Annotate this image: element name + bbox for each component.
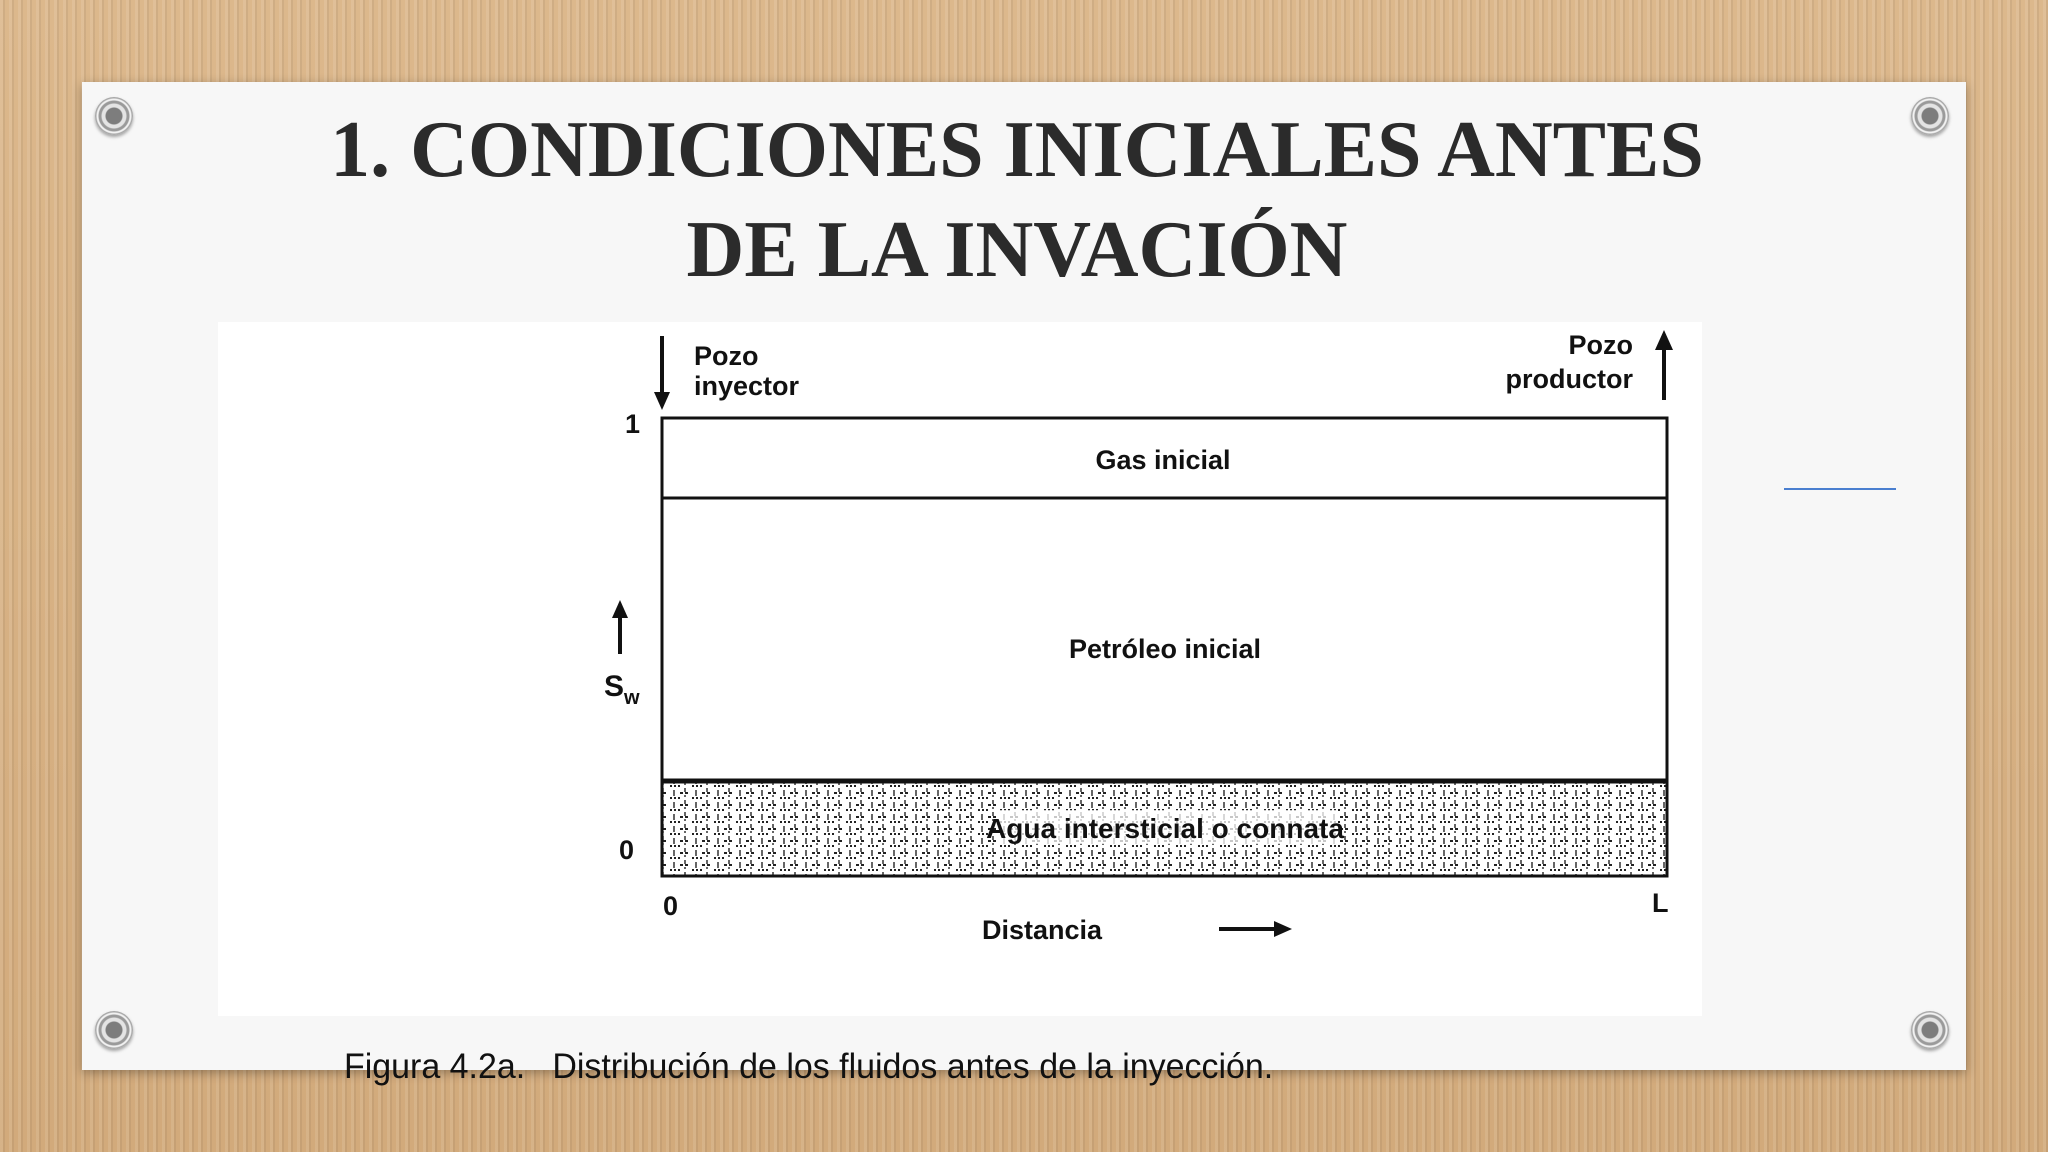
decorative-line [1784, 488, 1896, 490]
top-left-rivet-icon [95, 97, 133, 135]
water-zone-label: Agua intersticial o connata [986, 813, 1344, 844]
x-tick-left: 0 [663, 891, 679, 921]
bottom-right-rivet-icon [1911, 1011, 1949, 1049]
y-tick-bottom: 0 [619, 835, 635, 865]
gas-zone-label: Gas inicial [1095, 445, 1231, 475]
injector-label-line2: inyector [694, 371, 800, 401]
x-axis-arrow-icon [1219, 921, 1292, 937]
y-axis-subscript: w [624, 687, 640, 709]
slide-card [82, 82, 1966, 1086]
x-tick-right: L [1652, 888, 1669, 918]
y-axis-label: $S_w$ [604, 670, 640, 709]
oil-zone-label: Petróleo inicial [1068, 634, 1262, 664]
injector-arrow-icon [654, 336, 670, 410]
figure-panel [218, 322, 1702, 1086]
caption-number: Figura 4.2a. [344, 1047, 526, 1086]
injector-label-line1: Pozo [694, 341, 759, 371]
title-line-1: 1. CONDICIONES INICIALES ANTES [330, 106, 1704, 194]
producer-arrow-icon [1655, 330, 1673, 400]
figure-caption [344, 1047, 1273, 1087]
x-axis-label: Distancia [982, 915, 1103, 945]
top-right-rivet-icon [1911, 97, 1949, 135]
producer-label-line1: Pozo [1568, 330, 1633, 360]
y-tick-top: 1 [625, 409, 641, 439]
y-axis-arrow-icon [612, 600, 628, 654]
bottom-left-rivet-icon [95, 1011, 133, 1049]
fluid-distribution-diagram [218, 322, 1702, 1016]
producer-label-line2: productor [1505, 364, 1633, 394]
title-line-2: DE LA INVACIÓN [686, 206, 1348, 294]
caption-text: Distribución de los fluidos antes de la inyección. [552, 1047, 1274, 1086]
slide-title [202, 100, 1832, 300]
